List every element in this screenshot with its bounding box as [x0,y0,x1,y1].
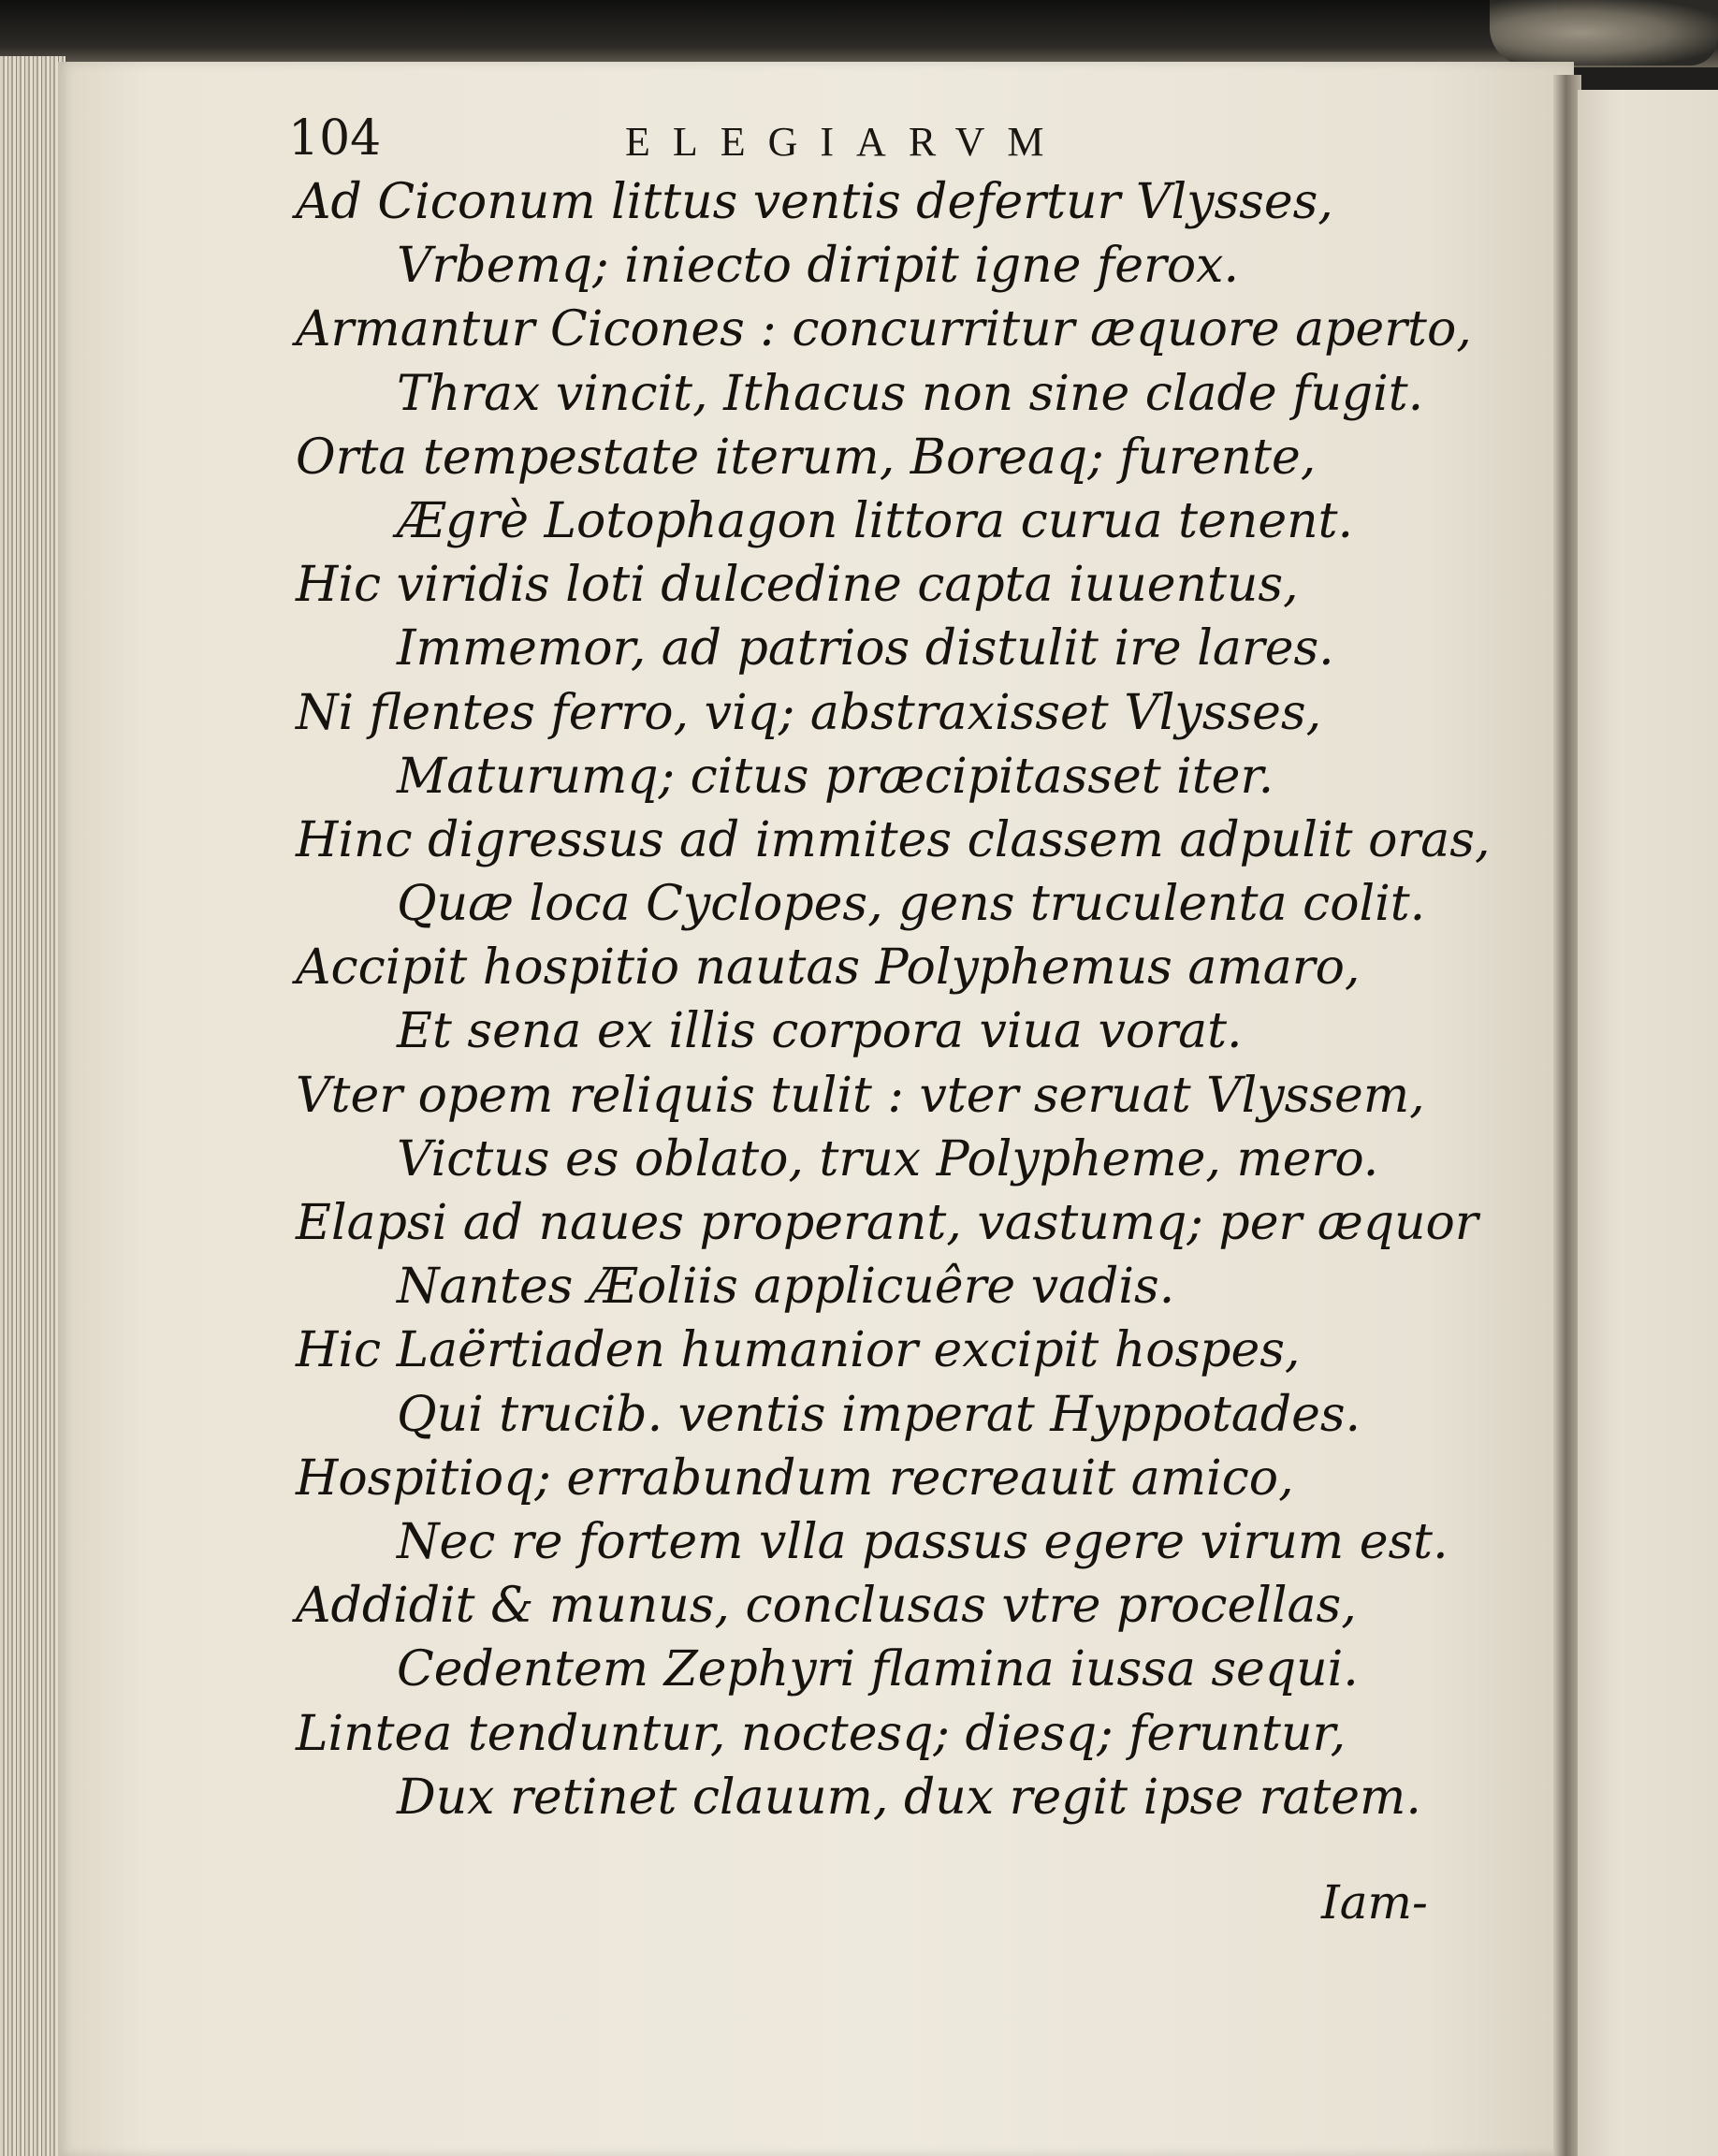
scan-background-top [0,0,1718,67]
verse-line: Hic viridis loti dulcedine capta iuuentus, [296,557,1299,614]
verse-line: Orta tempestate iterum, Boreaq; furente, [296,429,1317,486]
verse-line: Elapsi ad naues properant, vastumq; per æquor [296,1195,1478,1251]
verse-line: Thrax vincit, Ithacus non sine clade fugit. [397,365,1424,422]
verse-line: Ægrè Lotophagon littora curua tenent. [397,492,1354,549]
verse-line: Et sena ex illis corpora viua vorat. [397,1003,1243,1060]
verse-line: Armantur Cicones : concurritur æquore aperto, [296,301,1472,358]
verse-line: Lintea tenduntur, noctesq; diesq; feruntur, [296,1705,1347,1762]
verse-line: Quæ loca Cyclopes, gens truculenta colit. [397,876,1426,933]
verse-line: Vrbemq; iniecto diripit igne ferox. [397,238,1239,295]
verse-line: Qui trucib. ventis imperat Hyppotades. [397,1386,1361,1443]
elegiac-verse [296,170,1531,1829]
verse-line: Dux retinet clauum, dux regit ipse ratem. [397,1769,1421,1826]
verse-line: Ni flentes ferro, viq; abstraxisset Vlysses, [296,684,1322,741]
verse-line: Hospitioq; errabundum recreauit amico, [296,1449,1294,1507]
verse-line: Maturumq; citus præcipitasset iter. [397,748,1274,805]
book-binding-ribbon [1490,0,1718,66]
catchword: Iam- [1321,1875,1428,1930]
facing-page-edge [1578,90,1718,2156]
verse-line: Hic Laërtiaden humanior excipit hospes, [296,1322,1301,1379]
page-header [0,110,1718,176]
verse-line: Vter opem reliquis tulit : vter seruat Vlyssem, [296,1067,1425,1124]
verse-line: Nantes Æoliis applicuêre vadis. [397,1259,1175,1316]
running-title: ELEGIARVM [625,119,1067,165]
verse-line: Addidit & munus, conclusas vtre procellas, [296,1578,1357,1635]
verse-line: Hinc digressus ad immites classem adpulit oras, [296,811,1491,868]
page-edges-left [0,56,66,2156]
verse-line: Accipit hospitio nautas Polyphemus amaro, [296,940,1361,997]
verse-line: Ad Ciconum littus ventis defertur Vlysses, [296,174,1333,230]
verse-line: Victus es oblato, trux Polypheme, mero. [397,1130,1379,1187]
verse-line: Cedentem Zephyri flamina iussa sequi. [397,1641,1359,1698]
verse-line: Immemor, ad patrios distulit ire lares. [397,620,1334,677]
verse-line: Nec re fortem vlla passus egere virum est. [397,1513,1449,1570]
page-number: 104 [288,110,382,167]
